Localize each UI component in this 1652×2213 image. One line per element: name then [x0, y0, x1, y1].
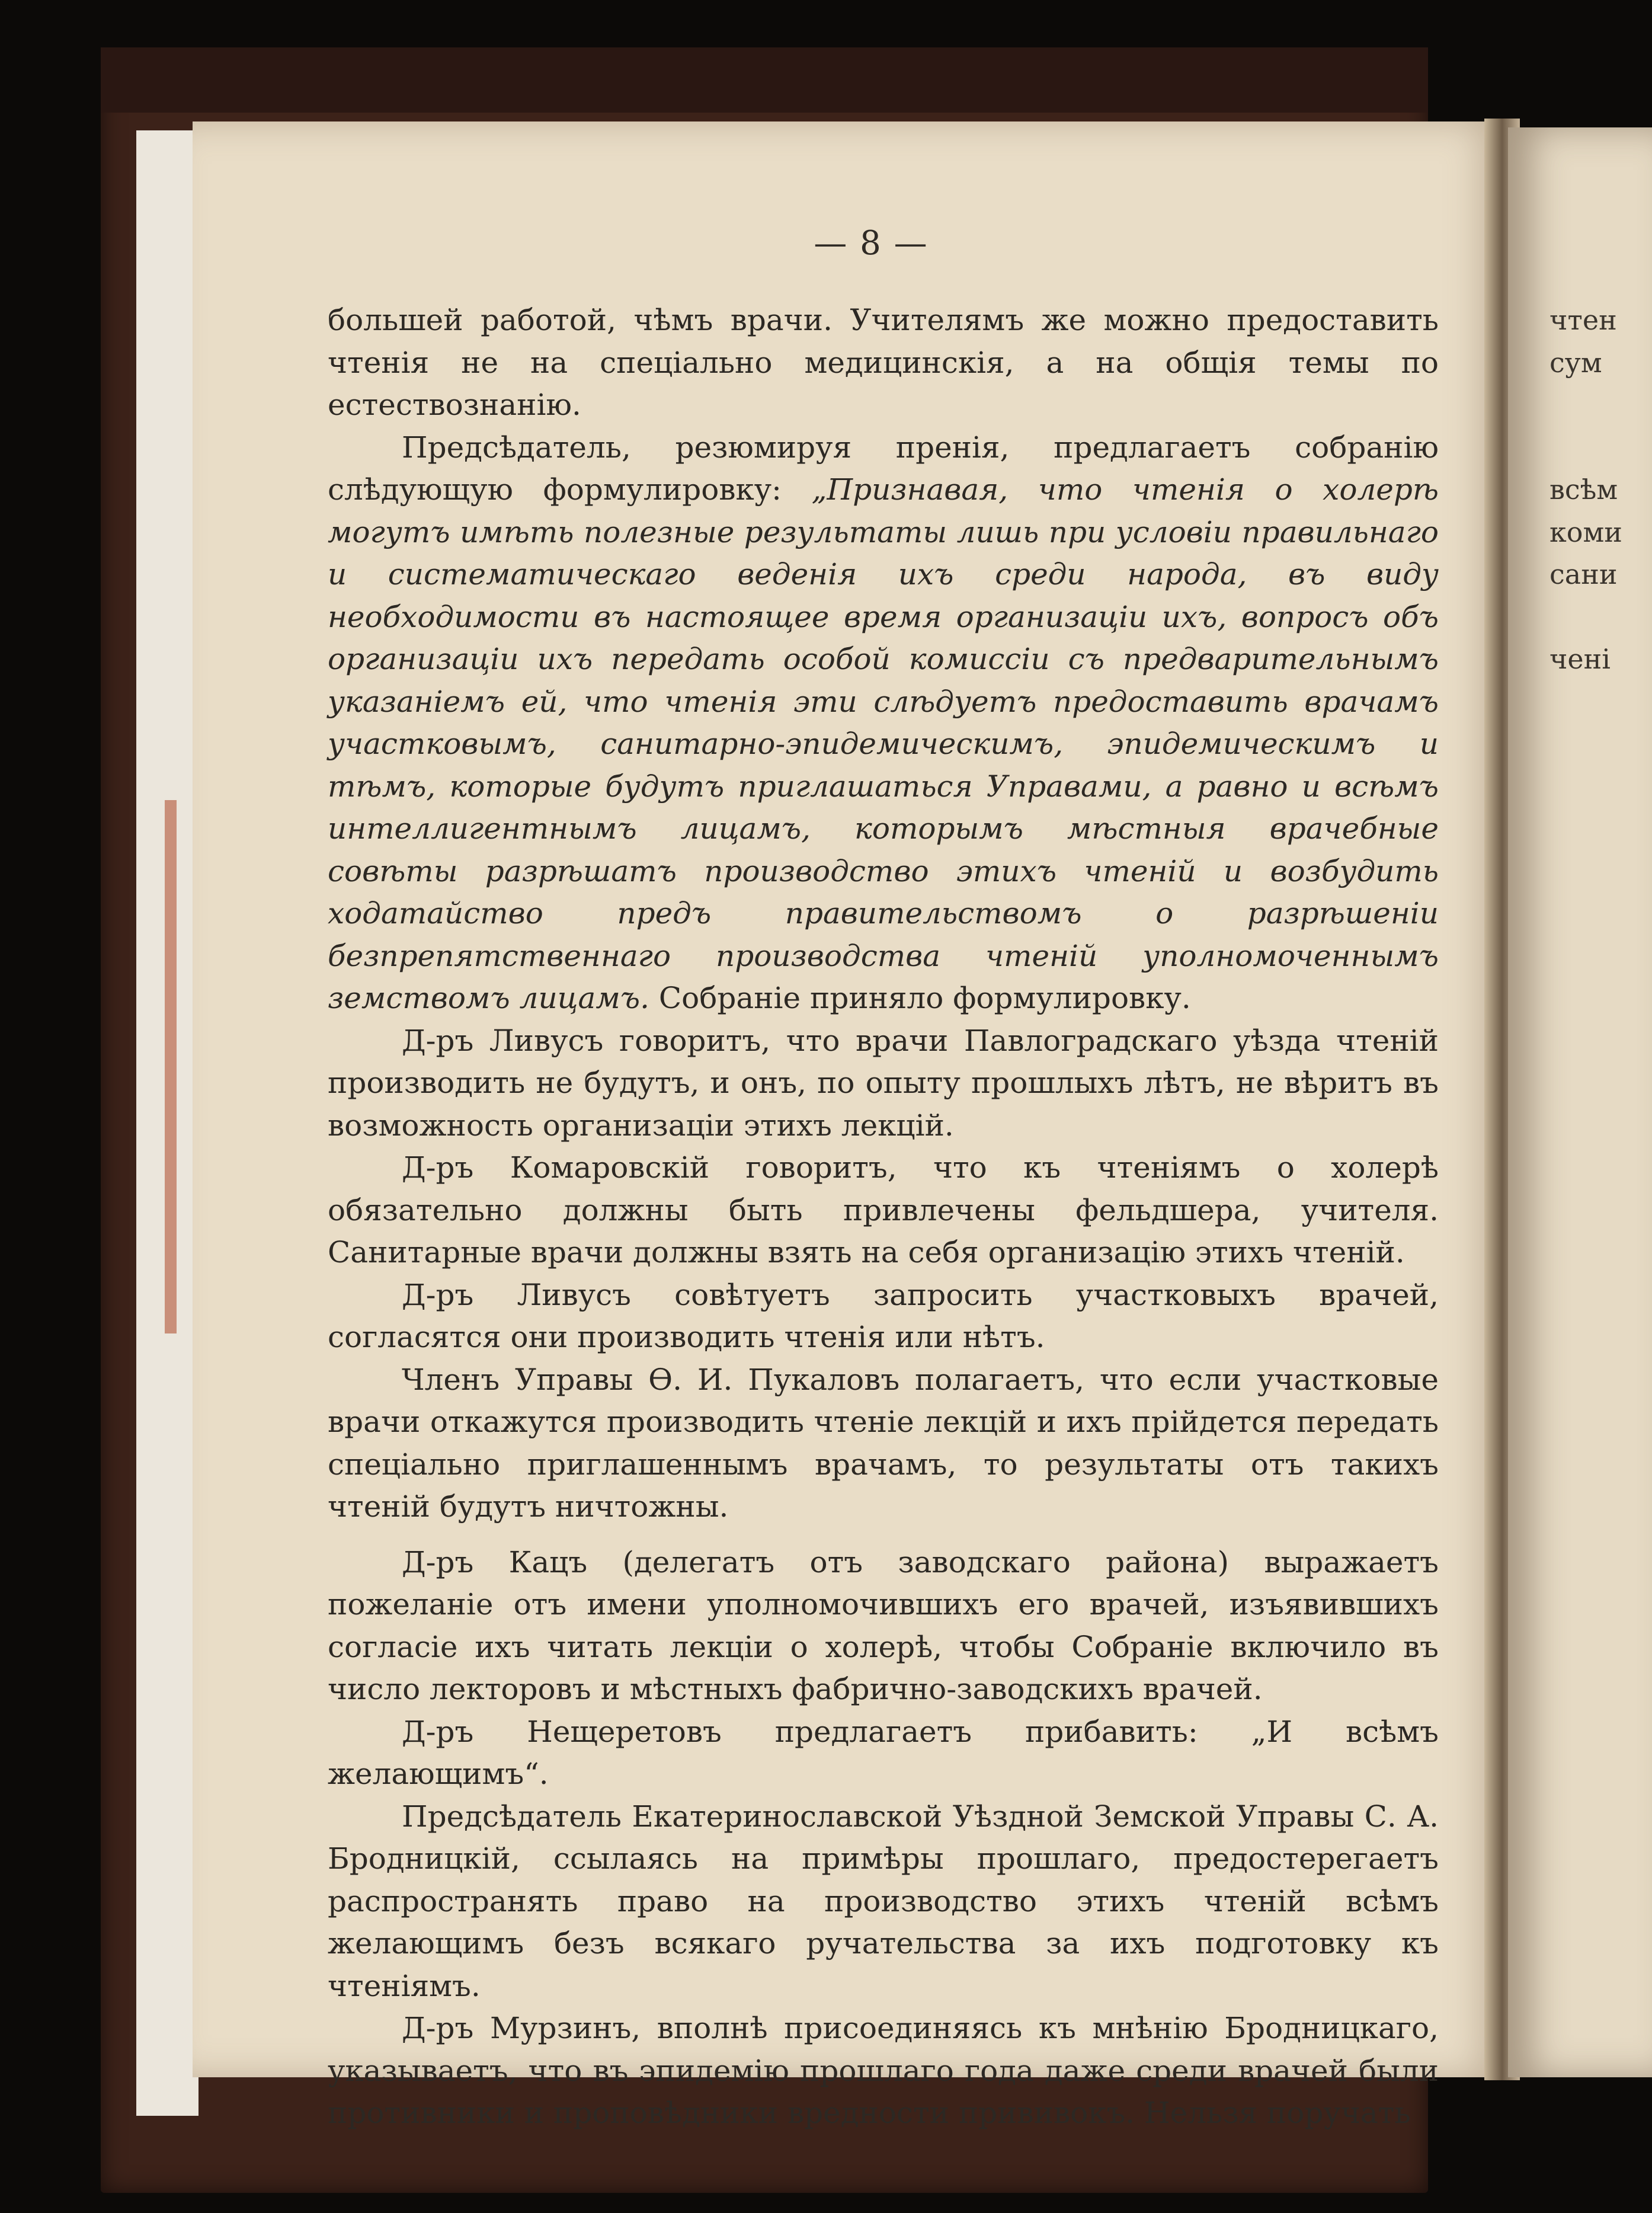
paragraph-text: Д-ръ Комаровскій говоритъ, что къ чтеніямъ о холерѣ обязательно должны быть привлечены фельдшера, учителя. Санитарные врачи должны взять на себя организацію этихъ чтеній. [328, 1150, 1439, 1269]
bookmark-edge [165, 800, 177, 1333]
paragraph-text: Д-ръ Ливусъ говоритъ, что врачи Павлоградскаго уѣзда чтеній производить не будутъ, и онъ, по опыту прошлыхъ лѣтъ, не вѣритъ въ возможность организаціи этихъ лекцій. [328, 1023, 1439, 1143]
right-page-fragment [1549, 596, 1622, 639]
right-page-fragment: сани [1549, 558, 1618, 590]
paragraph [328, 1711, 1439, 1796]
paragraph [328, 2007, 1439, 2135]
right-page-fragment: всѣм [1549, 474, 1618, 506]
right-page-fragment: чені [1549, 643, 1611, 675]
paragraph-text: Д-ръ Нещеретовъ предлагаетъ прибавить: „И всѣмъ желающимъ“. [328, 1714, 1439, 1791]
paragraph-text: Д-ръ Мурзинъ, вполнѣ присоединяясь къ мнѣнію Бродницкаго, указываетъ, что въ эпидемію прошлаго года даже среди врачей были противники и проповѣдники вредности прививокъ. Нельзя поручать [328, 2011, 1439, 2130]
paragraph-text: Собраніе приняло формулировку. [649, 981, 1191, 1015]
right-page-fragment: сум [1549, 346, 1602, 379]
paragraph [328, 1796, 1439, 2008]
paragraph [328, 427, 1439, 1020]
page-number: — 8 — [814, 224, 929, 263]
paragraph-text: Предсѣдатель, резюмируя пренія, предлагаетъ собранію слѣдующую формулировку: [328, 430, 1439, 507]
right-page-fragment: чтен [1549, 304, 1617, 336]
right-page-text-fragments [1549, 299, 1622, 681]
right-page-fragment [1549, 427, 1622, 469]
paragraph [328, 1274, 1439, 1359]
paragraph-text: большей работой, чѣмъ врачи. Учителямъ же можно предоставить чтенія не на спеціально медицинскія, а на общія темы по естествознанію. [328, 303, 1439, 422]
paragraph-text: Членъ Управы Ѳ. И. Пукаловъ полагаетъ, что если участковые врачи откажутся производить чтеніе лекцій и ихъ прійдется передать спеціально приглашеннымъ врачамъ, то результаты отъ такихъ чтеній будутъ ничтожны. [328, 1362, 1439, 1524]
paragraph [328, 1147, 1439, 1274]
paragraph [328, 299, 1439, 427]
right-page-fragment: коми [1549, 516, 1622, 548]
italic-quote: „Признавая, что чтенія о холерѣ могутъ имѣть полезные результаты лишь при условіи правильнаго и систематическаго веденія ихъ среди народа, въ виду необходимости въ настоящее время организаціи ихъ, вопросъ объ организаціи ихъ передать особой комиссіи съ предварительнымъ указаніемъ ей, что чтенія эти слѣдуетъ предоставить врачамъ участковымъ, санитарно-эпидемическимъ, эпидемическимъ и тѣмъ, которые будутъ приглашаться Управами, а равно и всѣмъ интеллигентнымъ лицамъ, которымъ мѣстныя врачебные совѣты разрѣшатъ производство этихъ чтеній и возбудить ходатайство предъ правительствомъ о разрѣшеніи безпрепятственнаго производства чтеній уполномоченнымъ земствомъ лицамъ. [328, 472, 1439, 1015]
book-cover-top-edge [101, 47, 1428, 113]
right-page-fragment [1549, 384, 1622, 427]
paragraph-text: Предсѣдатель Екатеринославской Уѣздной Земской Управы С. А. Бродницкій, ссылаясь на примѣры прошлаго, предостерегаетъ распространять право на производство этихъ чтеній всѣмъ желающимъ безъ всякаго ручательства за ихъ подготовку къ чтеніямъ. [328, 1799, 1439, 2003]
paragraph-text: Д-ръ Ливусъ совѣтуетъ запросить участковыхъ врачей, согласятся они производить чтенія или нѣтъ. [328, 1277, 1439, 1354]
paragraph [328, 1020, 1439, 1147]
paragraph-text: Д-ръ Кацъ (делегатъ отъ заводскаго района) выражаетъ пожеланіе отъ имени уполномочившихъ его врачей, изъявившихъ согласіе ихъ читать лекціи о холерѣ, чтобы Собраніе включило въ число лекторовъ и мѣстныхъ фабрично-заводскихъ врачей. [328, 1544, 1439, 1706]
paragraph [328, 1542, 1439, 1711]
paragraph [328, 1359, 1439, 1528]
page-body-text [328, 299, 1439, 2135]
